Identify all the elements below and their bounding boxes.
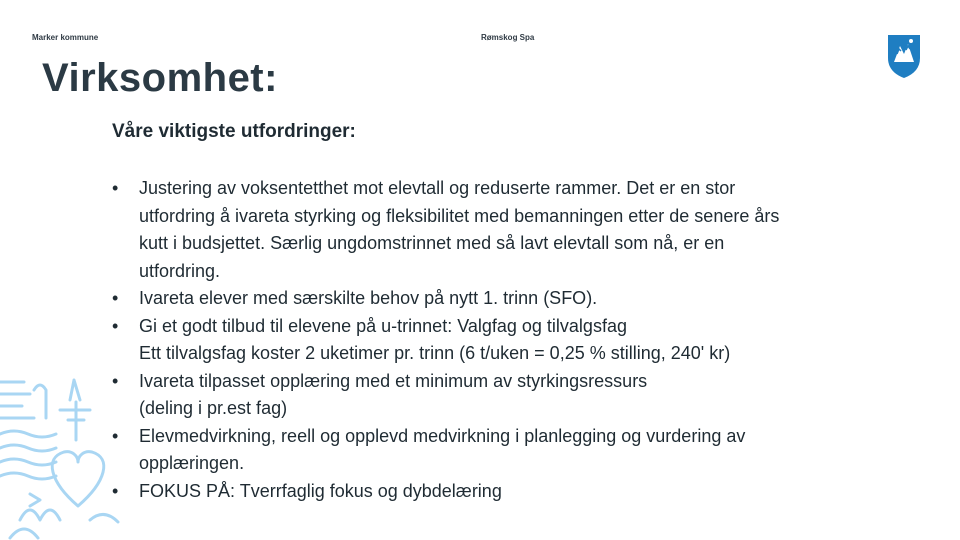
bullet-item bbox=[112, 285, 912, 313]
bullet-item bbox=[112, 368, 912, 423]
bullet-line: • Elevmedvirkning, reell og opplevd medvirkning i planlegging og vurdering av bbox=[139, 425, 746, 446]
slide-title: Virksomhet: bbox=[42, 56, 278, 100]
decorative-illustration-icon bbox=[0, 370, 140, 540]
bullet-item bbox=[112, 175, 912, 285]
bullet-list bbox=[112, 175, 912, 505]
bullet-line: • Justering av voksentetthet mot elevtall og reduserte rammer. Det er en stor bbox=[139, 178, 736, 198]
bullet-line: utfordring å ivareta styrking og fleksibilitet med bemanningen etter de senere års bbox=[139, 205, 780, 226]
bullet-line: kutt i budsjettet. Særlig ungdomstrinnet med så lavt elevtall som nå, er en bbox=[139, 233, 725, 253]
header-org-left: Marker kommune bbox=[32, 33, 99, 42]
bullet-line: opplæringen. bbox=[139, 453, 245, 473]
bullet-item bbox=[112, 313, 912, 368]
bullet-item bbox=[112, 423, 912, 478]
bullet-line: (deling i pr.est fag) bbox=[139, 398, 288, 418]
municipality-crest-icon bbox=[886, 32, 922, 80]
slide-subtitle: Våre viktigste utfordringer: bbox=[112, 121, 356, 142]
bullet-line: • Ivareta tilpasset opplæring med et minimum av styrkingsressurs bbox=[139, 370, 648, 391]
bullet-line: • Ivareta elever med særskilte behov på nytt 1. trinn (SFO). bbox=[139, 288, 598, 308]
header-org-center: Rømskog Spa bbox=[481, 33, 535, 42]
bullet-item bbox=[112, 478, 912, 506]
bullet-line: Ett tilvalgsfag koster 2 uketimer pr. trinn (6 t/uken = 0,25 % stilling, 240' kr) bbox=[139, 343, 731, 363]
bullet-line: • Gi et godt tilbud til elevene på u-trinnet: Valgfag og tilvalgsfag bbox=[139, 315, 627, 336]
bullet-line: • FOKUS PÅ: Tverrfaglig fokus og dybdelæring bbox=[139, 480, 502, 501]
bullet-line: utfordring. bbox=[139, 260, 221, 281]
